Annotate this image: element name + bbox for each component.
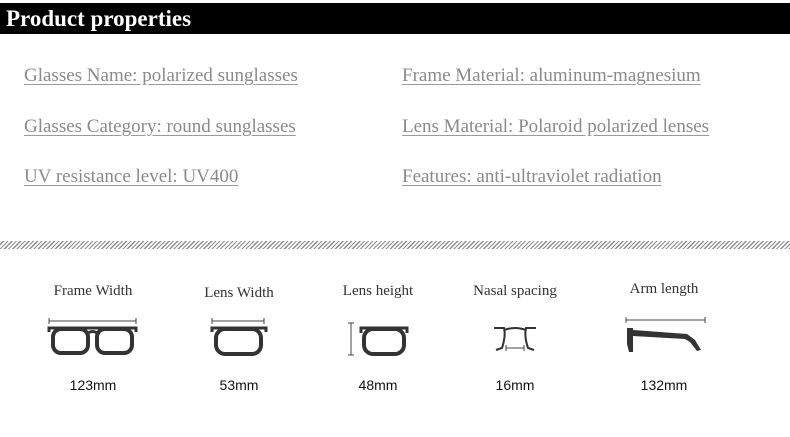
dimension-value: 123mm bbox=[69, 377, 117, 393]
dimension-label: Nasal spacing bbox=[473, 283, 557, 299]
property-glasses-category: Glasses Category: round sunglasses bbox=[24, 116, 296, 137]
dimension-value: 53mm bbox=[219, 377, 259, 393]
dimension-value: 16mm bbox=[495, 377, 535, 393]
property-features: Features: anti-ultraviolet radiation bbox=[402, 166, 662, 187]
dimension-label: Arm length bbox=[629, 281, 699, 297]
lens-width-icon bbox=[164, 314, 314, 364]
glasses-side-icon bbox=[589, 314, 739, 364]
dimension-label: Lens height bbox=[342, 283, 414, 299]
hatched-divider bbox=[0, 241, 790, 249]
glasses-front-icon bbox=[18, 314, 168, 364]
section-header bbox=[0, 3, 790, 34]
nose-bridge-icon bbox=[440, 314, 590, 364]
section-title: Product properties bbox=[6, 6, 192, 31]
property-glasses-name: Glasses Name: polarized sunglasses bbox=[24, 65, 298, 86]
dimension-label: Frame Width bbox=[53, 283, 133, 299]
property-frame-material: Frame Material: aluminum-magnesium bbox=[402, 65, 701, 86]
dimension-value: 132mm bbox=[640, 377, 688, 393]
dimension-label: Lens Width bbox=[204, 285, 274, 301]
dimension-value: 48mm bbox=[358, 377, 398, 393]
lens-height-icon bbox=[303, 314, 453, 364]
property-lens-material: Lens Material: Polaroid polarized lenses bbox=[402, 116, 710, 137]
property-uv-resistance: UV resistance level: UV400 bbox=[24, 166, 239, 187]
